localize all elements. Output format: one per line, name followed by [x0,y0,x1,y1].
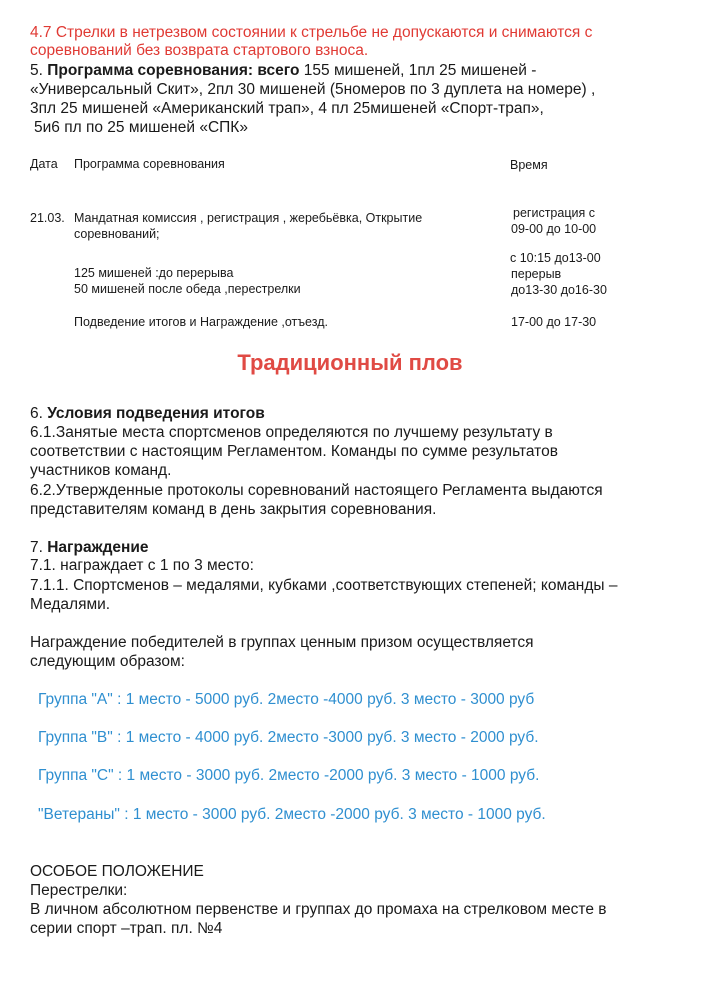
special-line1: В личном абсолютном первенстве и группах до промаха на стрелковом месте в [30,901,607,918]
section-7-heading [30,539,149,557]
prize-group-c: Группа "С" : 1 место - 3000 руб. 2место -2000 руб. 3 место - 1000 руб. [38,767,540,784]
prize-group-b: Группа "В" : 1 место - 4000 руб. 2место -3000 руб. 3 место - 2000 руб. [38,729,539,746]
special-title: ОСОБОЕ ПОЛОЖЕНИЕ [30,863,204,880]
schedule-row1-program-line2: соревнований; [74,227,160,241]
section-7-1-1-line2: Медалями. [30,596,111,613]
prize-intro-line2: следующим образом: [30,653,185,670]
section-5-heading [30,62,536,80]
schedule-row1-time-line1: регистрация с [513,206,595,220]
section-5-line4: 5и6 пл по 25 мишеней «СПК» [34,119,248,136]
section-6-1-line3: участников команд. [30,462,172,479]
section-5-title: Программа соревнования: всего [47,62,300,79]
schedule-row1-program-line1: Мандатная комиссия , регистрация , жеребьёвка, Открытие [74,211,423,225]
section-7-title: Награждение [47,539,149,556]
section-6-title: Условия подведения итогов [47,405,265,422]
schedule-row1-date: 21.03. [30,211,65,225]
section-6-2-line2: представителям команд в день закрытия соревнования. [30,501,437,518]
prize-group-a: Группа "А" : 1 место - 5000 руб. 2место -4000 руб. 3 место - 3000 руб [38,691,535,708]
section-6-2-line1: 6.2.Утвержденные протоколы соревнований настоящего Регламента выдаются [30,482,603,499]
schedule-header-time: Время [510,158,548,172]
section-7-number: 7. [30,539,48,556]
section-6-heading [30,405,265,423]
section-5-line2: «Универсальный Скит», 2пл 30 мишеней (5номеров по 3 дуплета на номере) , [30,81,596,98]
rule-4-7-line1: 4.7 Стрелки в нетрезвом состоянии к стрельбе не допускаются и снимаются с [30,24,593,41]
section-7-1: 7.1. награждает с 1 по 3 место: [30,557,254,574]
section-6-number: 6. [30,405,48,422]
schedule-row4-time: 17-00 до 17-30 [511,315,597,329]
banner-title: Традиционный плов [237,350,463,375]
schedule-header-date: Дата [30,157,58,171]
schedule-row1-time-line2: 09-00 до 10-00 [511,222,597,236]
section-5-line3: 3пл 25 мишеней «Американский трап», 4 пл 25мишеней «Спорт-трап», [30,100,544,117]
special-subtitle: Перестрелки: [30,882,128,899]
section-5-line1-rest: 155 мишеней, 1пл 25 мишеней - [299,62,537,79]
prize-intro-line1: Награждение победителей в группах ценным призом осуществляется [30,634,534,651]
schedule-row3-time: до13-30 до16-30 [511,283,607,297]
prize-veterans: "Ветераны" : 1 место - 3000 руб. 2место -2000 руб. 3 место - 1000 руб. [38,806,546,823]
rule-4-7-line2: соревнований без возврата стартового взноса. [30,42,369,59]
section-7-1-1-line1: 7.1.1. Спортсменов – медалями, кубками ,соответствующих степеней; команды – [30,577,618,594]
schedule-row2-program: 125 мишеней :до перерыва [74,266,234,280]
section-6-1-line2: соответствии с настоящим Регламентом. Команды по сумме результатов [30,443,558,460]
schedule-row2-time-line2: перерыв [511,267,562,281]
section-6-1-line1: 6.1.Занятые места спортсменов определяются по лучшему результату в [30,424,553,441]
schedule-header-program: Программа соревнования [74,157,225,171]
schedule-row3-program: 50 мишеней после обеда ,перестрелки [74,282,301,296]
schedule-row4-program: Подведение итогов и Награждение ,отъезд. [74,315,328,329]
section-5-number: 5. [30,62,48,79]
schedule-row2-time-line1: с 10:15 до13-00 [510,251,601,265]
special-line2: серии спорт –трап. пл. №4 [30,920,223,937]
